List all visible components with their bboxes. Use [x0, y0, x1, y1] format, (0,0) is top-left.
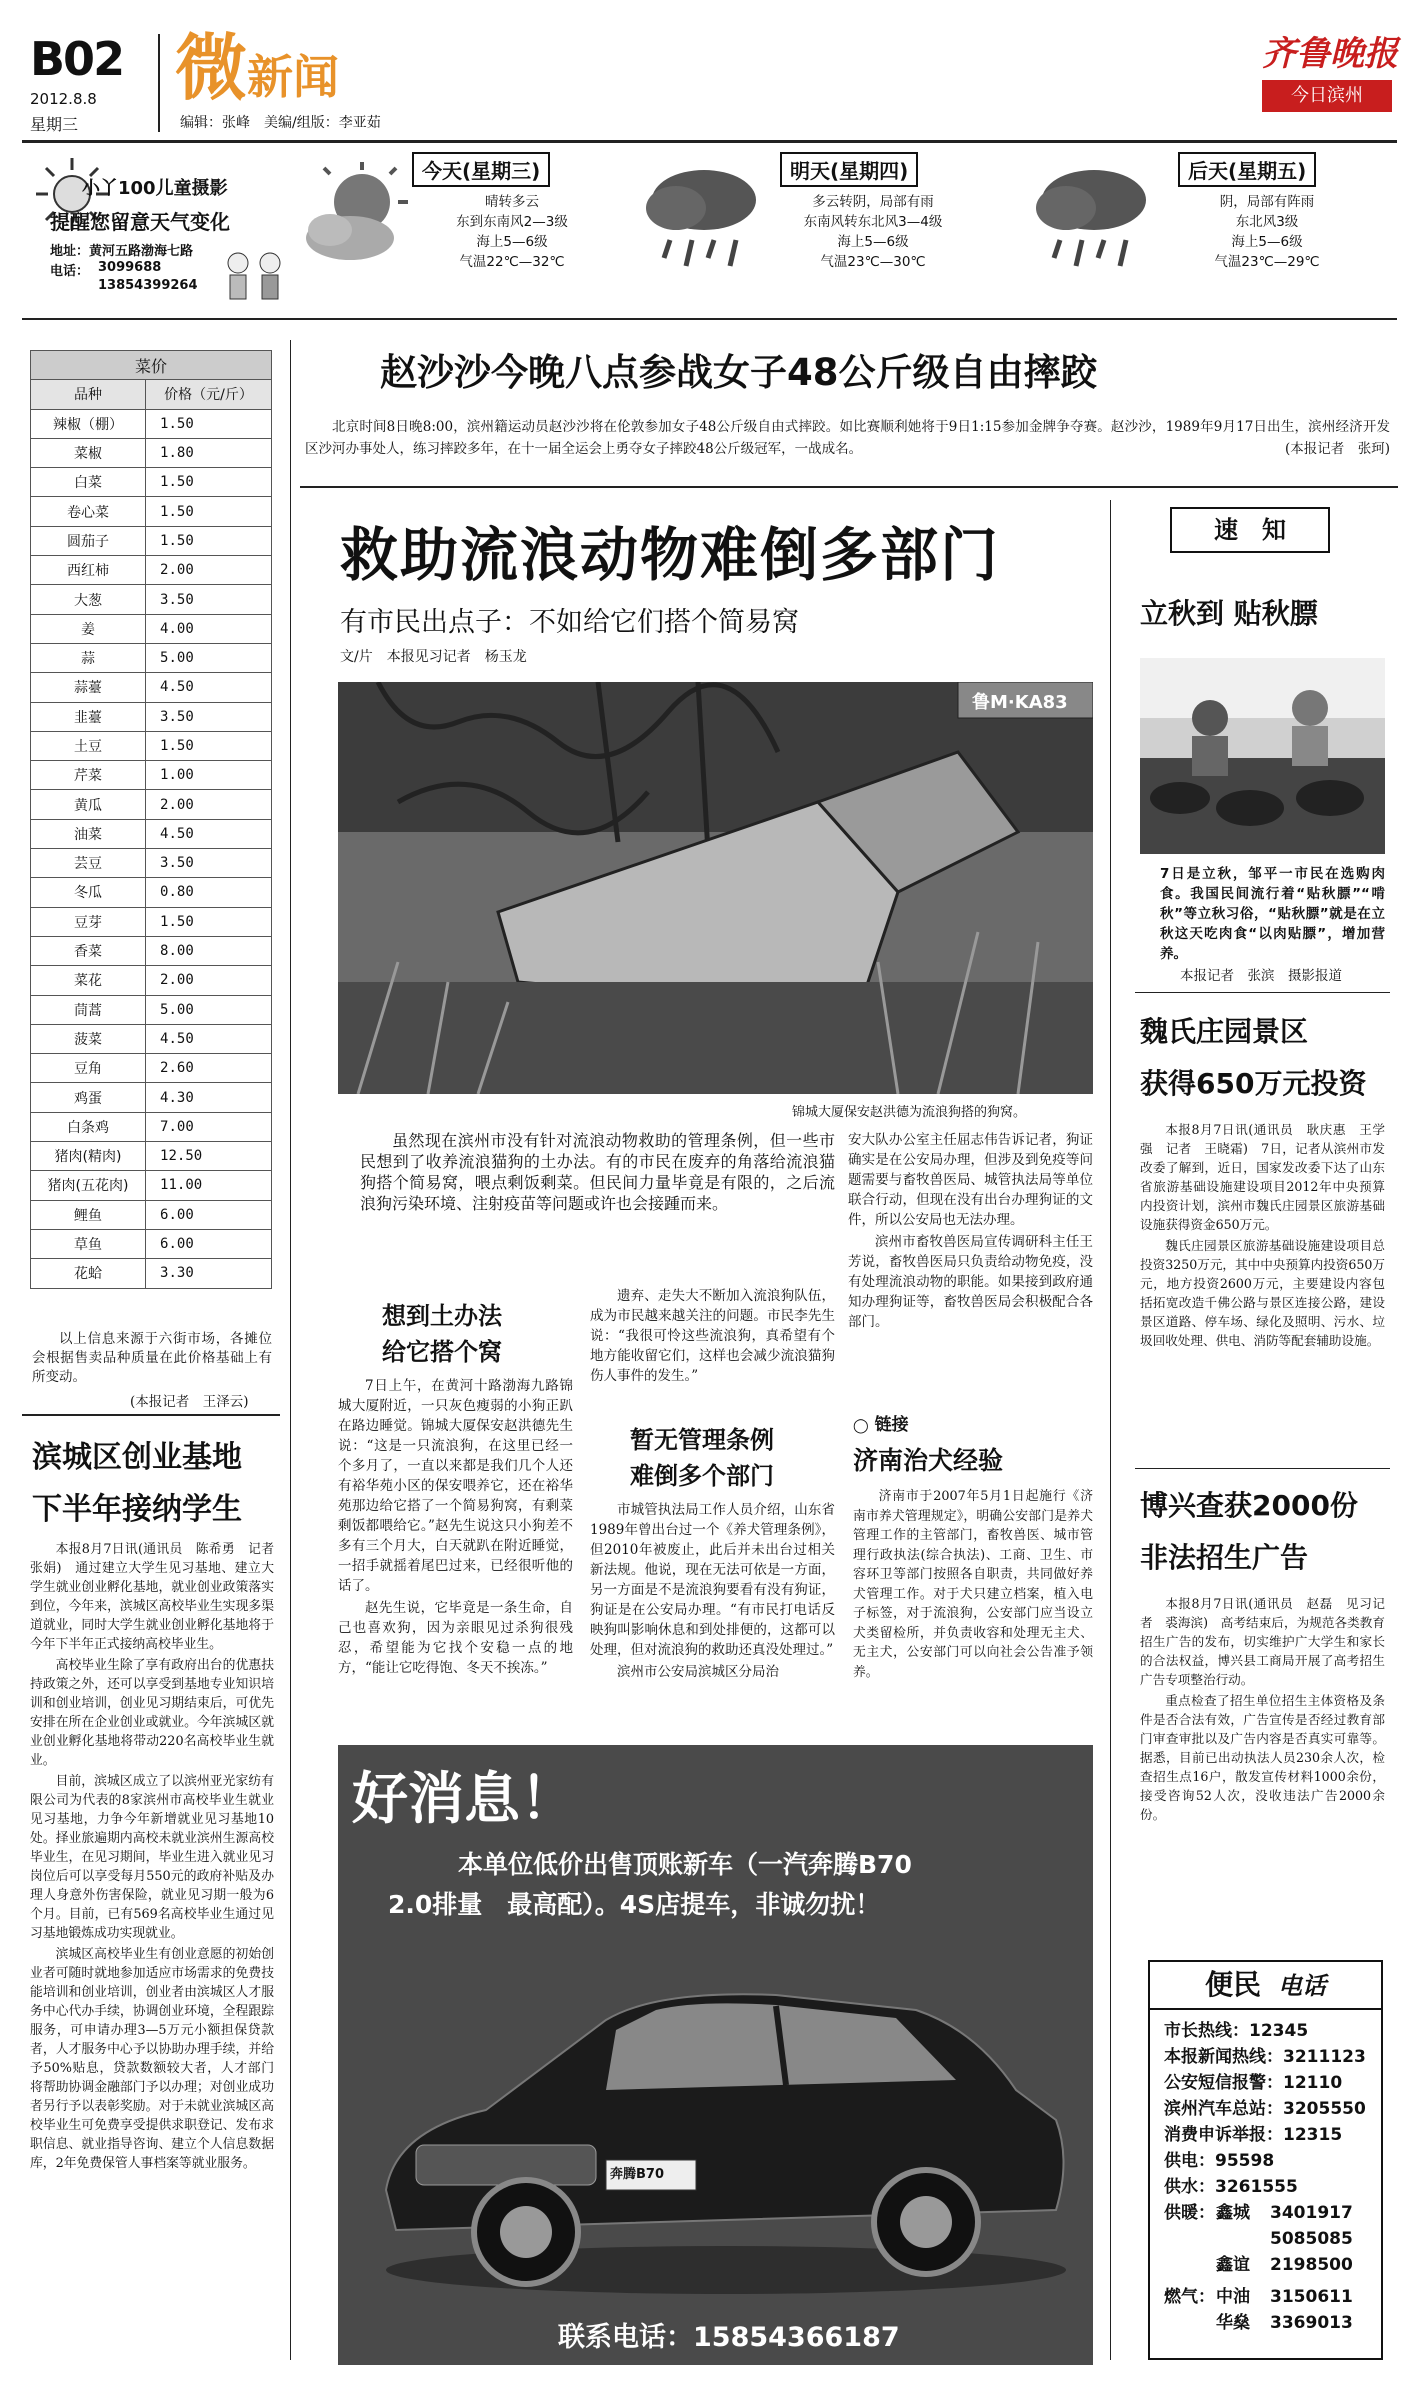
weather-day-2 — [640, 152, 980, 302]
price-value: 5.00 — [146, 643, 272, 672]
car-illustration — [356, 1940, 1076, 2300]
rain-cloud-icon — [1030, 158, 1155, 278]
header-date: 2012.8.8 — [30, 90, 97, 108]
ad-line-1: 本单位低价出售顶账新车（一汽奔腾B70 — [458, 1850, 912, 1879]
weather-day-2-line: 东南风转东北风3—4级 — [803, 214, 943, 230]
price-row — [31, 790, 272, 819]
main-col-2-para: 市城管执法局工作人员介绍，山东省1989年曾出台过一个《养犬管理条例》，但2010年被废止，此后并未出台过相关新法规。他说，现在无法可依是一方面，另一方面是不是流浪狗要看有没有狗证，狗证是在公安局办理。“有市民打电话反映狗叫影响休息和到处排便的，这都可以处理，但对流浪狗的救助还真没处理过。” — [590, 1502, 835, 1658]
main-lead: 虽然现在滨州市没有针对流浪动物救助的管理条例，但一些市民想到了收养流浪猫狗的土办法。有的市民在废弃的角落给流浪猫狗搭个简易窝，喂点剩饭剩菜。但民间力量毕竟是有限的，之后流浪狗污染环境、注射疫苗等问题或许也会接踵而来。 — [360, 1131, 835, 1213]
main-col-2-para: 遗弃、走失大不断加入流浪狗队伍，成为市民越来越关注的问题。市民李先生说：“我很可怜这些流浪狗，真希望有个地方能收留它们，这样也会减少流浪猫狗伤人事件的发生。” — [590, 1288, 835, 1384]
subhead-1-line2: 给它搭个窝 — [382, 1338, 502, 1366]
kids-illustration-icon — [220, 247, 290, 307]
car-plate: 奔腾B70 — [610, 2167, 664, 2182]
main-col-b-para: 安大队办公室主任屈志伟告诉记者，狗证确实是在公安局办理，但涉及到免疫等问题需要与畜牧兽医局、城管执法局等单位联合行动，但现在没有出台办理狗证的文件，所以公安局也无法办理。 — [848, 1132, 1093, 1228]
price-row — [31, 614, 272, 643]
hotline-gas-label: 燃气： — [1164, 2287, 1215, 2307]
weather-day-1-line: 气温22℃—32℃ — [459, 254, 565, 270]
hotline-item-number: 12345 — [1249, 2021, 1309, 2041]
price-item: 芸豆 — [31, 849, 146, 878]
subhead-1-line1: 想到土办法 — [382, 1302, 502, 1330]
price-item: 草鱼 — [31, 1229, 146, 1258]
price-item: 菠菜 — [31, 1024, 146, 1053]
zhao-byline: (本报记者 张珂) — [1284, 441, 1390, 457]
price-row — [31, 1200, 272, 1229]
price-table — [30, 350, 272, 1289]
chuangye-para: 滨城区高校毕业生有创业意愿的初始创业者可随时就地参加适应市场需求的免费技能培训和创业培训，创业者由滨城区人才服务中心代办手续，协调创业环境，全程跟踪服务，可申请办理3—5万元小额担保贷款者，人才服务中心予以协助办理手续，并给予50%贴息，贷款数额较大者，人才部门将帮助协调金融部门予以办理；对创业成功者另行予以表彰奖励。对于未就业滨城区高校毕业生可免费享受提供求职登记、发布求职信息、就业指导咨询、建立个人信息数据库，2年免费保管人事档案等就业服务。 — [30, 1947, 274, 2171]
link-body: 济南市于2007年5月1日起施行《济南市养犬管理规定》，明确公安部门是养犬管理工作的主管部门，畜牧兽医、城市管理行政执法(综合执法)、工商、卫生、市容环卫等部门按照各自职责，共同做好养犬管理工作。对于犬只建立档案，植入电子标签，对于流浪狗，公安部门应当设立犬类留检所，并负责收容和处理无主犬、无主犬，公安部门可以向社会公告准予领养。 — [853, 1489, 1093, 1680]
hotline-item-name: 市长热线： — [1164, 2021, 1249, 2041]
weather-ad-phone-1: 3099688 — [98, 260, 162, 275]
suzhi-headline-3-line1: 博兴查获2000份 — [1140, 1489, 1358, 1522]
price-row — [31, 1083, 272, 1112]
suzhi-body-3-para: 重点检查了招生单位招生主体资格及条件是否合法有效，广告宣传是否经过教育部门审查审批以及广告内容是否真实可靠等。据悉，目前已出动执法人员230余人次，检查招生点16户，散发宣传材料1000余份，接受咨询52人次，没收违法广告2000余份。 — [1140, 1693, 1385, 1822]
header-weekday: 星期三 — [30, 115, 79, 134]
main-col-1-para: 赵先生说，它毕竟是一条生命，自己也喜欢狗，因为亲眼见过杀狗很残忍，希望能为它找个安稳一点的地方，“能让它吃得饱、冬天不挨冻。” — [338, 1600, 573, 1676]
price-row — [31, 936, 272, 965]
zhao-body — [305, 416, 1390, 460]
meat-market-photo — [1140, 658, 1385, 854]
hotline-title-a: 便民 — [1204, 1968, 1261, 2001]
suzhi-box-title: 速 知 — [1170, 507, 1330, 553]
hotline-item — [1164, 2174, 1379, 2200]
price-table-title: 菜价 — [31, 351, 272, 380]
hotline-box — [1148, 1960, 1383, 2360]
subhead-2-line2: 难倒多个部门 — [630, 1462, 774, 1490]
price-value: 4.50 — [146, 819, 272, 848]
price-item: 土豆 — [31, 731, 146, 760]
price-row — [31, 526, 272, 555]
price-row — [31, 761, 272, 790]
price-item: 圆茄子 — [31, 526, 146, 555]
hotline-item-number: 12315 — [1283, 2125, 1343, 2145]
suzhi-byline-1: 本报记者 张滨 摄影报道 — [1180, 968, 1342, 984]
weather-day-3 — [1030, 152, 1390, 302]
price-value: 6.00 — [146, 1229, 272, 1258]
price-value: 2.00 — [146, 556, 272, 585]
link-icon: ◯ — [853, 1418, 869, 1434]
price-item: 油菜 — [31, 819, 146, 848]
price-item: 辣椒（棚） — [31, 409, 146, 438]
weather-day-3-line: 阴，局部有阵雨 — [1219, 194, 1315, 210]
hotline-heat-name: 鑫城 — [1216, 2203, 1250, 2223]
chuangye-body — [30, 1540, 287, 2173]
price-value: 1.80 — [146, 438, 272, 467]
price-table-header-item: 品种 — [31, 380, 146, 409]
hotline-item-number: 3261555 — [1215, 2177, 1298, 2197]
doghouse-photo — [338, 682, 1093, 1094]
price-row — [31, 438, 272, 467]
price-item: 西红柿 — [31, 556, 146, 585]
weather-day-1 — [300, 152, 630, 302]
zhao-body-text: 北京时间8日晚8:00，滨州籍运动员赵沙沙将在伦敦参加女子48公斤级自由式摔跤。如比赛顺利她将于9日1:15参加金牌争夺赛。赵沙沙，1989年9月17日出生，滨州经济开发区沙河办事处人，练习摔跤多年，在十一届全运会上勇夺女子摔跤48公斤级冠军，一战成名。 — [305, 419, 1390, 457]
price-value: 12.50 — [146, 1142, 272, 1171]
weather-day-3-lines — [1162, 192, 1372, 272]
chuangye-para: 高校毕业生除了享有政府出台的优惠扶持政策之外，还可以享受到基地专业知识培训和创业培训，创业见习期结束后，可优先安排在所在企业创业或就业。今年滨城区就业创业孵化基地将带动220名高校毕业生就业。 — [30, 1658, 274, 1768]
price-row — [31, 1054, 272, 1083]
chuangye-headline-line2: 下半年接纳学生 — [32, 1492, 242, 1527]
price-value: 4.30 — [146, 1083, 272, 1112]
price-reporter: (本报记者 王泽云) — [130, 1394, 249, 1410]
hotline-title — [1150, 1962, 1381, 2010]
price-item: 猪肉(精肉) — [31, 1142, 146, 1171]
hotline-list — [1164, 2018, 1379, 2336]
hotline-item — [1164, 2096, 1379, 2122]
main-col-1 — [338, 1376, 573, 1678]
price-item: 蒜薹 — [31, 673, 146, 702]
price-value: 7.00 — [146, 1112, 272, 1141]
price-row — [31, 995, 272, 1024]
price-value: 1.50 — [146, 409, 272, 438]
hotline-gas — [1164, 2284, 1379, 2336]
suzhi-headline-3-line2: 非法招生广告 — [1140, 1541, 1309, 1574]
section-title-rest: 新闻 — [247, 50, 340, 104]
price-value: 4.50 — [146, 1024, 272, 1053]
price-value: 3.50 — [146, 702, 272, 731]
hotline-item-number: 3211123 — [1283, 2047, 1366, 2067]
price-value: 3.30 — [146, 1259, 272, 1288]
price-item: 花蛤 — [31, 1259, 146, 1288]
price-item: 卷心菜 — [31, 497, 146, 526]
chuangye-headline-line1: 滨城区创业基地 — [32, 1440, 242, 1475]
hotline-item-name: 本报新闻热线： — [1164, 2047, 1283, 2067]
suzhi-headline-2-line2: 获得650万元投资 — [1140, 1067, 1367, 1100]
price-item: 豆芽 — [31, 907, 146, 936]
price-value: 6.00 — [146, 1200, 272, 1229]
weather-day-1-lines — [412, 192, 612, 272]
hotline-gas-name: 中油 — [1216, 2287, 1250, 2307]
weather-day-1-line: 东到东南风2—3级 — [456, 214, 568, 230]
price-item: 茼蒿 — [31, 995, 146, 1024]
weather-ad-title: 小丫100儿童摄影 — [82, 178, 228, 199]
ad-headline: 好消息！ — [352, 1767, 576, 1832]
price-value: 3.50 — [146, 849, 272, 878]
hotline-item-name: 消费申诉举报： — [1164, 2125, 1283, 2145]
price-value: 1.50 — [146, 907, 272, 936]
weather-ad — [30, 152, 292, 310]
suzhi-caption-1: 7日是立秋，邹平一市民在选购肉食。我国民间流行着“贴秋膘”“啃秋”等立秋习俗，“贴秋膘”就是在立秋这天吃肉食“以肉贴膘”，增加营养。 — [1160, 866, 1385, 962]
price-row — [31, 1112, 272, 1141]
price-item: 菜椒 — [31, 438, 146, 467]
price-row — [31, 1024, 272, 1053]
price-value: 0.80 — [146, 878, 272, 907]
weather-day-1-label: 今天(星期三) — [412, 152, 550, 187]
editors: 编辑：张峰 美编/组版：李亚茹 — [180, 115, 381, 131]
price-row — [31, 1259, 272, 1288]
weather-day-1-line: 海上5—6级 — [476, 234, 548, 250]
price-item: 蒜 — [31, 643, 146, 672]
main-col-2-para: 滨州市公安局滨城区分局治 — [617, 1664, 779, 1680]
price-row — [31, 585, 272, 614]
section-title-big: 微 — [175, 26, 248, 110]
price-row — [31, 819, 272, 848]
zhao-headline: 赵沙沙今晚八点参战女子48公斤级自由摔跤 — [380, 351, 1098, 394]
suzhi-body-3-para: 本报8月7日讯(通讯员 赵磊 见习记者 裘海滨) 高考结束后，为规范各类教育招生广告的发布，切实维护广大学生和家长的合法权益，博兴县工商局开展了高考招生广告专项整治行动。 — [1140, 1596, 1385, 1687]
price-table-header-price: 价格（元/斤） — [146, 380, 272, 409]
link-label: 链接 — [874, 1415, 909, 1435]
price-row — [31, 702, 272, 731]
hotline-gas-number: 3369013 — [1270, 2313, 1353, 2333]
section-title — [175, 28, 339, 108]
price-value: 11.00 — [146, 1171, 272, 1200]
subhead-2-line1: 暂无管理条例 — [630, 1426, 774, 1454]
suzhi-body-2-para: 魏氏庄园景区旅游基础设施建设项目总投资3250万元，其中中央预算内投资650万元，地方投资2600万元，主要建设内容包括拓宽改造千佛公路与景区连接公路，建设景区道路、停车场、绿化及照明、污水、垃圾回收处理、供电、消防等配套辅助设施。 — [1140, 1238, 1385, 1348]
price-row — [31, 673, 272, 702]
price-row — [31, 1171, 272, 1200]
main-col-1-para: 7日上午，在黄河十路渤海九路锦城大厦附近，一只灰色瘦弱的小狗正趴在路边睡觉。锦城大厦保安赵洪德先生说：“这是一只流浪狗，在这里已经一个多月了，一直以来都是我们几个人还有裕华苑小区的保安喂养它，还在裕华苑那边给它搭了一个简易狗窝，有剩菜剩饭都喂给它。”赵先生说这只小狗差不多有三个月大，白天就趴在附近睡觉，一招手就摇着尾巴过来，已经很听他的话了。 — [338, 1378, 573, 1594]
suzhi-body-2 — [1140, 1120, 1385, 1350]
price-value: 1.50 — [146, 731, 272, 760]
hotline-heat-number: 2198500 — [1270, 2255, 1353, 2275]
doghouse-photo-illustration — [338, 682, 1093, 1094]
ad-phone — [558, 2315, 900, 2354]
price-value: 2.00 — [146, 966, 272, 995]
chuangye-para: 本报8月7日讯(通讯员 陈希勇 记者 张娟) 通过建立大学生见习基地、建立大学生就业创业孵化基地，就业创业政策落实到位，今年来，滨城区高校毕业生实现多渠道就业，同时大学生就业创业孵化基地将于今年下半年正式接纳高校毕业生。 — [30, 1542, 287, 1652]
price-item: 白条鸡 — [31, 1112, 146, 1141]
weather-day-3-line: 海上5—6级 — [1231, 234, 1303, 250]
ad-phone-label: 联系电话： — [558, 2322, 693, 2353]
price-item: 韭薹 — [31, 702, 146, 731]
price-item: 大葱 — [31, 585, 146, 614]
main-col-2-top — [590, 1286, 835, 1386]
suzhi-headline-1: 立秋到 贴秋膘 — [1140, 597, 1318, 630]
price-item: 豆角 — [31, 1054, 146, 1083]
price-item: 白菜 — [31, 468, 146, 497]
hotline-gas-number: 3150611 — [1270, 2287, 1353, 2307]
price-value: 1.50 — [146, 526, 272, 555]
price-row — [31, 731, 272, 760]
price-item: 姜 — [31, 614, 146, 643]
page-code: B02 — [30, 32, 124, 86]
weather-day-3-label: 后天(星期五) — [1178, 152, 1316, 187]
hotline-item — [1164, 2070, 1379, 2096]
meat-market-illustration — [1140, 658, 1385, 854]
hotline-item — [1164, 2018, 1379, 2044]
price-value: 3.50 — [146, 585, 272, 614]
price-note: 以上信息来源于六街市场，各摊位会根据售卖品种质量在此价格基础上有所变动。 — [32, 1331, 272, 1385]
weather-day-2-label: 明天(星期四) — [780, 152, 918, 187]
main-col-2-bottom — [590, 1500, 835, 1682]
hotline-item-number: 3205550 — [1283, 2099, 1366, 2119]
main-byline: 文/片 本报见习记者 杨玉龙 — [340, 649, 527, 665]
price-value: 2.00 — [146, 790, 272, 819]
hotline-item-number: 12110 — [1283, 2073, 1343, 2093]
weather-day-3-line: 气温23℃—29℃ — [1214, 254, 1320, 270]
car-ad — [338, 1745, 1093, 2365]
price-row — [31, 497, 272, 526]
weather-ad-address: 地址：黄河五路渤海七路 — [50, 244, 194, 259]
price-item: 香菜 — [31, 936, 146, 965]
price-row — [31, 643, 272, 672]
link-title: 济南治犬经验 — [853, 1446, 1004, 1475]
weather-day-2-line: 气温23℃—30℃ — [820, 254, 926, 270]
hotline-item-name: 滨州汽车总站： — [1164, 2099, 1283, 2119]
hotline-heat-label: 供暖： — [1164, 2203, 1215, 2223]
suzhi-body-2-para: 本报8月7日讯(通讯员 耿庆惠 王学强 记者 王晓霜) 7日，记者从滨州市发改委了解到，近日，国家发改委下达了山东省旅游基础设施建设项目2012年中央预算内投资计划，滨州市魏氏庄园景区旅游基础设施获得资金650万元。 — [1140, 1122, 1385, 1232]
link-section — [853, 1410, 1093, 1682]
price-item: 菜花 — [31, 966, 146, 995]
suzhi-headline-2-line1: 魏氏庄园景区 — [1140, 1015, 1309, 1048]
price-item: 鸡蛋 — [31, 1083, 146, 1112]
hotline-item — [1164, 2044, 1379, 2070]
price-row — [31, 556, 272, 585]
price-row — [31, 468, 272, 497]
price-row — [31, 1142, 272, 1171]
main-col-b-para: 滨州市畜牧兽医局宣传调研科主任王芳说，畜牧兽医局只负责给动物免疫，没有处理流浪动物的职能。如果接到政府通知办理狗证等，畜牧兽医局会积极配合各部门。 — [848, 1234, 1093, 1330]
price-row — [31, 1229, 272, 1258]
price-value: 8.00 — [146, 936, 272, 965]
main-subhead: 有市民出点子：不如给它们搭个简易窝 — [340, 607, 799, 638]
price-value: 2.60 — [146, 1054, 272, 1083]
price-row — [31, 907, 272, 936]
weather-day-2-line: 多云转阴，局部有雨 — [812, 194, 934, 210]
price-value: 4.00 — [146, 614, 272, 643]
hotline-gas-name: 华燊 — [1216, 2313, 1250, 2333]
hotline-item — [1164, 2148, 1379, 2174]
price-value: 1.50 — [146, 468, 272, 497]
price-item: 黄瓜 — [31, 790, 146, 819]
price-value: 1.00 — [146, 761, 272, 790]
hotline-heat-number: 3401917 — [1270, 2203, 1353, 2223]
price-value: 1.50 — [146, 497, 272, 526]
weather-ad-phone-label: 电话： — [50, 264, 90, 279]
price-row — [31, 849, 272, 878]
edition-badge: 今日滨州 — [1262, 80, 1392, 112]
paper-name: 齐鲁晚报 — [1262, 34, 1398, 74]
price-item: 鲤鱼 — [31, 1200, 146, 1229]
weather-ad-phone-2: 13854399264 — [98, 278, 198, 293]
chuangye-para: 目前，滨城区成立了以滨州亚光家纺有限公司为代表的8家滨州市高校毕业生就业见习基地，力争今年新增就业见习基地10处。择业旅遍期内高校未就业滨州生源高校毕业生，在见习期间，毕业生进入就业见习岗位后可以享受每月550元的政府补贴及办理人身意外伤害保险，就业见习期一般为6个月。目前，已有569名高校毕业生通过见习基地锻炼成功实现就业。 — [30, 1774, 274, 1941]
weather-day-3-line: 东北风3级 — [1235, 214, 1299, 230]
main-col-b-top — [848, 1130, 1093, 1332]
rain-cloud-icon — [640, 158, 765, 278]
price-row — [31, 409, 272, 438]
price-item: 芹菜 — [31, 761, 146, 790]
ad-line-2: 2.0排量 最高配）。4S店提车，非诚勿扰！ — [388, 1890, 881, 1919]
price-item: 冬瓜 — [31, 878, 146, 907]
main-headline: 救助流浪动物难倒多部门 — [340, 521, 1001, 589]
hotline-item-number: 95598 — [1215, 2151, 1275, 2171]
price-value: 5.00 — [146, 995, 272, 1024]
ad-phone-number: 15854366187 — [693, 2322, 900, 2353]
hotline-heat-number: 5085085 — [1270, 2229, 1353, 2249]
weather-ad-subtitle: 提醒您留意天气变化 — [50, 210, 230, 234]
hotline-item — [1164, 2122, 1379, 2148]
hotline-item-name: 供水： — [1164, 2177, 1215, 2197]
price-row — [31, 966, 272, 995]
weather-day-2-lines — [768, 192, 978, 272]
hotline-heat-name: 鑫谊 — [1216, 2255, 1250, 2275]
price-row — [31, 878, 272, 907]
doghouse-photo-caption: 锦城大厦保安赵洪德为流浪狗搭的狗窝。 — [792, 1105, 1027, 1120]
weather-day-1-line: 晴转多云 — [485, 194, 539, 210]
weather-day-2-line: 海上5—6级 — [837, 234, 909, 250]
suzhi-body-3 — [1140, 1594, 1385, 1824]
hotline-item-name: 供电： — [1164, 2151, 1215, 2171]
price-item: 猪肉(五花肉) — [31, 1171, 146, 1200]
sun-cloud-icon — [300, 160, 418, 270]
price-value: 4.50 — [146, 673, 272, 702]
price-table-box — [30, 350, 272, 1289]
photo-license-plate: 鲁M·KA83 — [972, 692, 1068, 713]
hotline-title-b: 电话 — [1278, 1972, 1327, 2000]
hotline-item-name: 公安短信报警： — [1164, 2073, 1283, 2093]
